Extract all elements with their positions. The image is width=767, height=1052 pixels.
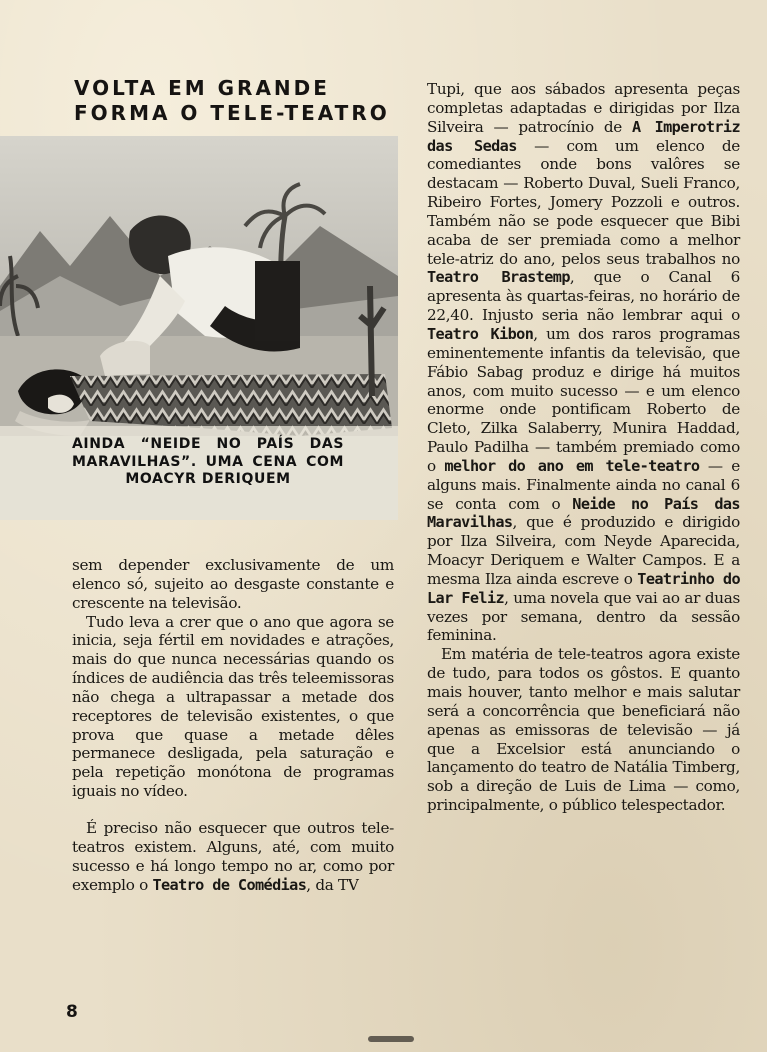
program-name-bold: Neide no País das Maravilhas	[427, 494, 740, 532]
paragraph-continued: sem depender exclusivamente de um elenco só, sujeito ao desgaste constante e crescente na televisão.	[72, 556, 394, 612]
paragraph-audience: Tudo leva a crer que o ano que agora se inicia, seja fértil em novidades e atrações, mais do que nunca necessárias quando os índices de audiência das três teleemissoras não chega a ultrapassar a metade dos receptores de televisão existentes, o que prova que quase a metade dêles permanece desligada, pela saturação e pela repetição monótona de programas iguais no vídeo.	[72, 612, 394, 801]
award-bold: melhor do ano em tele-teatro	[444, 456, 700, 475]
program-name-bold: Teatro Brastemp	[427, 268, 570, 287]
program-name-bold: Teatro de Comédias	[152, 875, 307, 894]
article-column-right	[427, 80, 740, 815]
paragraph-programs	[427, 80, 740, 645]
paragraph-text: , da TV	[306, 875, 359, 894]
page-number: 8	[66, 1002, 78, 1022]
paragraph-conclusion: Em matéria de tele-teatros agora existe de tudo, para todos os gôstos. E quanto mais houver, tanto melhor e mais salutar será a concorrência que beneficiará não apenas as emissoras de televisão — já que a Excelsior está anunciando o lançamento do teatro de Natália Timberg, sob a direção de Luis de Lima — como, principalmente, o público telespectador.	[427, 645, 740, 815]
paragraph-text: — com um elenco de comediantes onde bons valôres se destacam — Roberto Duval, Sueli Franco, Ribeiro Fortes, Jomery Pozzoli e outros. Também não se pode esquecer que Bibi acaba de ser premiada como a melhor tele-atriz do ano, pelos seus trabalhos no	[427, 136, 740, 268]
paragraph-text: É preciso não esquecer que outros tele-teatros existem. Alguns, até, com muito sucesso e há longo tempo no ar, como por exemplo o	[72, 818, 394, 894]
program-name-bold: Teatrinho do Lar Feliz	[427, 569, 740, 607]
paragraph-other-teleteatros	[72, 819, 394, 894]
headline-line-1: VOLTA EM GRANDE	[74, 76, 330, 100]
program-name-bold: Teatro Kibon	[427, 324, 534, 343]
paragraph-text: — e alguns mais. Finalmente ainda no canal 6 se conta com o	[427, 456, 740, 513]
paragraph-text: , um dos raros programas eminentemente infantis da televisão, que Fábio Sabag produz e dirige há muitos anos, com muito sucesso — e um elenco enorme onde pontificam Roberto de Cleto, Zilka Salaberry, Munira Haddad, Paulo Padilha — também premiado como o	[427, 324, 740, 475]
paragraph-text: , uma novela que vai ao ar duas vezes por semana, dentro da sessão feminina.	[427, 588, 740, 645]
print-smudge	[368, 1036, 414, 1042]
sponsor-name-bold: A Imperotriz das Sedas	[427, 117, 741, 155]
article-column-left	[72, 556, 394, 894]
paragraph-text: Tupi, que aos sábados apresenta peças completas adaptadas e dirigidas por Ilza Silveira — patrocínio de	[427, 80, 740, 136]
paragraph-text: , que o Canal 6 apresenta às quartas-feiras, no horário de 22,40. Injusto seria não lembrar aqui o	[427, 268, 741, 325]
headline-line-2: FORMA O TELE-TEATRO	[74, 101, 390, 125]
photo-caption: AINDA “NEIDE NO PAÍS DAS MARAVILHAS”. UMA CENA COM MOACYR DERIQUEM	[72, 436, 344, 487]
paragraph-text: , que é produzido e dirigido por Ilza Silveira, com Neyde Aparecida, Moacyr Deriquem e Walter Campos. E a mesma Ilza ainda escreve o	[427, 513, 740, 588]
article-headline	[74, 76, 394, 126]
